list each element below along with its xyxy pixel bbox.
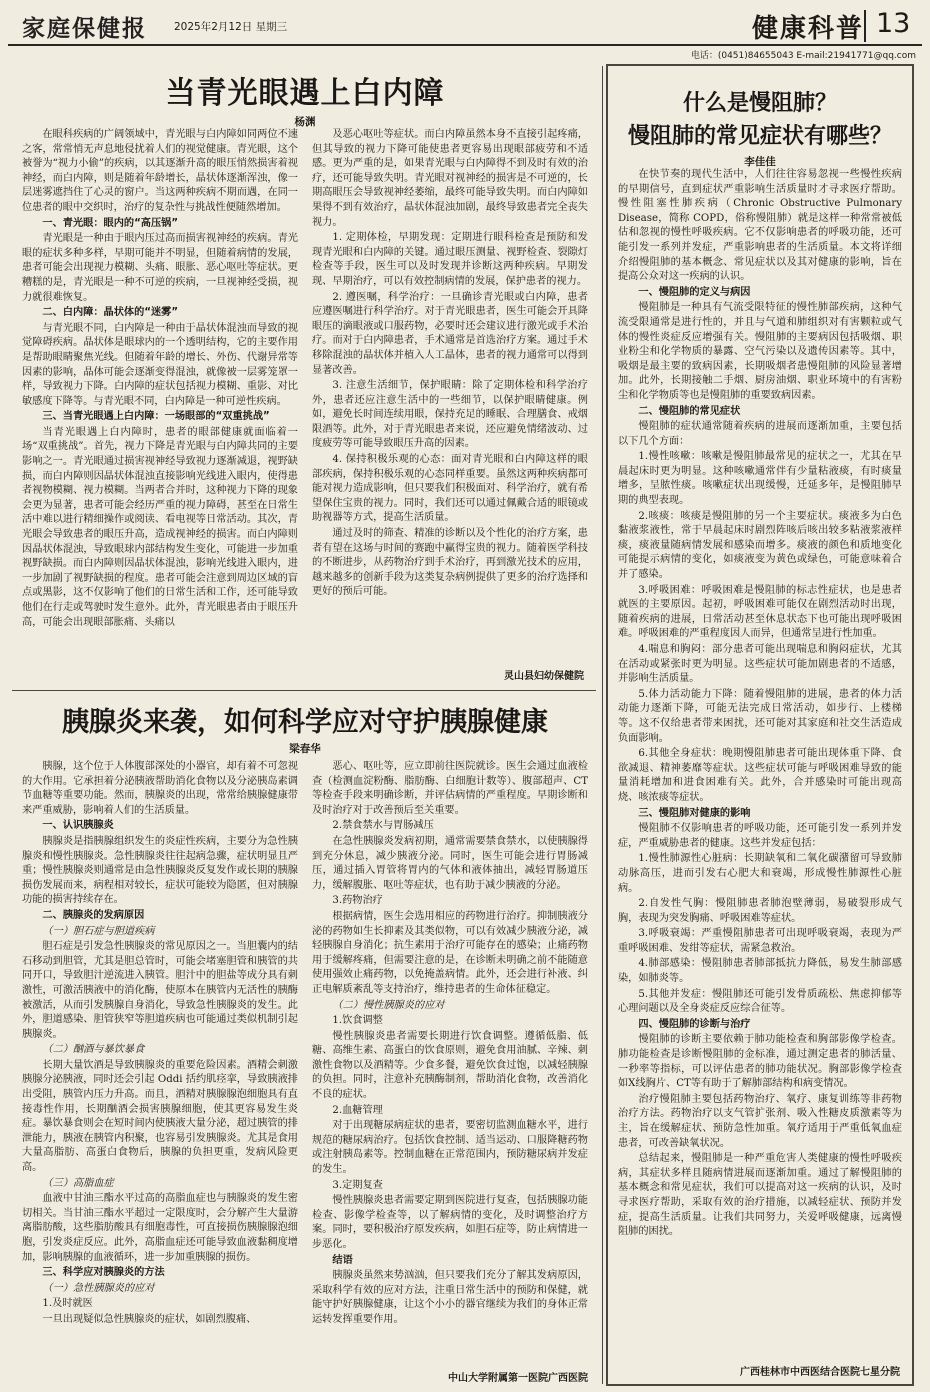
article-source: 中山大学附属第一医院广西医院 <box>448 1373 588 1384</box>
article-title: 胰腺炎来袭，如何科学应对守护胰腺健康 <box>62 707 548 738</box>
paragraph: 1.饮食调整 <box>332 1015 383 1027</box>
article-column <box>22 128 298 674</box>
article-title-line2: 慢阻肺的常见症状有哪些？ <box>627 123 892 149</box>
section-heading: 四、慢阻肺的诊断与治疗 <box>638 1018 751 1030</box>
paragraph: 2.自发性气胸：慢阻肺患者肺泡壁薄弱，易破裂形成气胸，表现为突发胸痛、呼吸困难等症状。 <box>618 898 902 924</box>
section-heading: （三）高脂血症 <box>42 1177 114 1189</box>
paragraph: 慢性胰腺炎患者需要定期到医院进行复查，包括胰腺功能检查、影像学检查等，以了解病情的变化，及时调整治疗方案。同时，要积极治疗原发疾病，如胆石症等，防止病情进一步恶化。 <box>312 1195 588 1250</box>
paragraph: 对于出现糖尿病症状的患者，要密切监测血糖水平，进行规范的糖尿病治疗。包括饮食控制、适当运动、口服降糖药物或注射胰岛素等。控制血糖在正常范围内，预防糖尿病并发症的发生。 <box>312 1120 588 1176</box>
section-heading: 三、慢阻肺对健康的影响 <box>638 807 751 819</box>
article-author: 杨渊 <box>294 116 316 128</box>
section-heading: （二）酗酒与暴饮暴食 <box>42 1044 145 1056</box>
paragraph: 根据病情，医生会选用相应的药物进行治疗。抑制胰液分泌的药物如生长抑素及其类似物，可以有效减少胰液分泌，减轻胰腺自身消化；抗生素用于治疗可能存在的感染；止痛药物用于缓解疼痛，但需要注意的是，在诊断未明确之前不能随意使用强效止痛药物，以免掩盖病情。此外，还会进行补液、纠正电解质紊乱等支持治疗，维持患者的生命体征稳定。 <box>312 910 588 995</box>
article-glaucoma <box>12 66 598 686</box>
paragraph: 慢阻肺不仅影响患者的呼吸功能，还可能引发一系列并发症，严重威胁患者的健康。这些并发症包括： <box>618 823 902 849</box>
paragraph: 4.喘息和胸闷：部分患者可能出现喘息和胸闷症状，尤其在活动或紧张时更为明显。这些症状可能加剧患者的不适感，并影响生活质量。 <box>618 644 902 685</box>
section-heading: 一、青光眼：眼内的“高压锅” <box>42 217 179 229</box>
paragraph: 与青光眼不同，白内障是一种由于晶状体混浊而导致的视觉障碍疾病。晶状体是眼球内的一个透明结构，它的主要作用是帮助眼睛聚焦光线。但随着年龄的增长、外伤、代谢异常等因素的影响，晶体可能会逐渐变得混浊，就像被一层雾笼罩一样，导致视力下降。白内障的症状包括视力模糊、重影、对比敏感度下降等。与青光眼不同，白内障是一种可逆性疾病。 <box>22 322 298 407</box>
paragraph: 长期大量饮酒是导致胰腺炎的重要危险因素。酒精会刺激胰腺分泌胰液，同时还会引起 Oddi 括约肌痉挛，导致胰液排出受阻，胰管内压力升高。而且，酒精对胰腺腺泡细胞具有直接毒性作用，长期酗酒会损害胰腺细胞，使其更容易发生炎症。暴饮暴食则会在短时间内使胰液大量分泌，超过胰管的排泄能力，胰液在胰管内积聚，也容易引发胰腺炎。尤其是食用大量高脂肪、高蛋白食物后，胰腺的负担更重，发病风险更高。 <box>22 1059 298 1174</box>
article-author: 梁春华 <box>289 743 321 755</box>
paragraph: 胰腺炎虽然来势汹汹，但只要我们充分了解其发病原因，采取科学有效的应对方法，注重日常生活中的预防和保健，就能守护好胰腺健康，让这个小小的器官继续为我们的身体正常运转发挥重要作用。 <box>312 1270 588 1325</box>
paragraph: 2.禁食禁水与胃肠减压 <box>332 820 434 832</box>
masthead-separator <box>864 10 866 42</box>
paragraph: 在快节奏的现代生活中，人们往往容易忽视一些慢性疾病的早期信号，直到症状严重影响生活质量时才寻求医疗帮助。慢性阻塞性肺疾病（Chronic Obstructive Pulmonary Disease，简称 COPD，俗称慢阻肺）就是这样一种常常被低估和忽视的慢性呼吸疾病。它不仅影响患者的呼吸功能，还可能引发一系列并发症，严重影响患者的生活质量。本文将详细介绍慢阻肺的基本概念、常见症状以及其对健康的影响，旨在提高公众对这一疾病的认识。 <box>618 169 902 283</box>
paragraph: 当青光眼遇上白内障时，患者的眼部健康就面临着一场“双重挑战”。首先，视力下降是青光眼与白内障共同的主要影响之一。青光眼通过损害视神经导致视力逐渐减退，视野缺损，而白内障则因晶状体混浊直接影响光线进入眼内，使得患者视物模糊、视力模糊。当两者合并时，这种视力下降的现象会更为显著，患者可能会经历严重的视力障碍，甚至在日常生活中难以进行精细操作或阅读、看电视等日常活动。其次，青光眼会导致患者的眼压升高，造成视神经的损害。而白内障则因晶状体混浊，导致眼球内部结构发生变化，可能进一步加重视野缺损。而白内障则因晶状体混浊，影响光线进入眼内，进一步加剧了视野缺损的程度。患者可能会注意到周边区域的盲点或黑影，这不仅影响了他们的日常生活和工作，还可能导致他们在行走或驾驶时发生意外。此外，青光眼患者由于眼压升高，可能会出现眼部胀痛、头痛以 <box>22 426 298 628</box>
masthead <box>8 6 922 46</box>
paragraph: 一旦出现疑似急性胰腺炎的症状，如剧烈腹痛、 <box>42 1313 257 1325</box>
paragraph: 在急性胰腺炎发病初期，通常需要禁食禁水，以使胰腺得到充分休息，减少胰液分泌。同时，医生可能会进行胃肠减压，通过插入胃管将胃内的气体和液体抽出，减轻胃肠道压力，缓解腹胀、呕吐等症状，也有助于减少胰液的分泌。 <box>312 835 588 891</box>
paragraph: 慢阻肺的诊断主要依赖于肺功能检查和胸部影像学检查。肺功能检查是诊断慢阻肺的金标准，通过测定患者的肺活量、一秒率等指标，可以评估患者的肺功能状况。胸部影像学检查如X线胸片、CT等有助于了解肺部结构和病变情况。 <box>618 1034 902 1090</box>
section-heading: （一）急性胰腺炎的应对 <box>42 1282 155 1294</box>
paragraph: 总结起来，慢阻肺是一种严重危害人类健康的慢性呼吸疾病，其症状多样且随病情进展而逐渐加重。通过了解慢阻肺的基本概念和常见症状，我们可以提高对这一疾病的认识，及时寻求医疗帮助，采取有效的治疗措施，以减轻症状、预防并发症，提高生活质量。让我们共同努力，关爱呼吸健康，远离慢阻肺的困扰。 <box>618 1153 902 1238</box>
paragraph: 5.体力活动能力下降：随着慢阻肺的进展，患者的体力活动能力逐渐下降，可能无法完成日常活动，如步行、上楼梯等。这不仅给患者带来困扰，还可能对其家庭和社交生活造成负面影响。 <box>618 688 902 744</box>
paragraph: 慢性胰腺炎患者需要长期进行饮食调整。遵循低脂、低糖、高维生素、高蛋白的饮食原则，避免食用油腻、辛辣、刺激性食物以及酒精等。少食多餐，避免饮食过饱，以减轻胰腺的负担。同时，注意补充胰酶制剂，帮助消化食物，改善消化不良的症状。 <box>312 1030 588 1101</box>
paragraph: 胰腺，这个位于人体腹部深处的小器官，却有着不可忽视的大作用。它承担着分泌胰液帮助消化食物以及分泌胰岛素调节血糖等重要功能。然而，胰腺炎的出现，常常给胰腺健康带来严重威胁，影响着人们的生活质量。 <box>22 761 298 816</box>
section-heading: 二、白内障：晶状体的“迷雾” <box>42 307 179 319</box>
paragraph: 血液中甘油三酯水平过高的高脂血症也与胰腺炎的发生密切相关。当甘油三酯水平超过一定限度时，会分解产生大量游离脂肪酸，这些脂肪酸具有细胞毒性，可直接损伤胰腺腺泡细胞，引发炎症反应。此外，高脂血症还可能导致血液黏稠度增加，影响胰腺的血液循环，进一步加重胰腺的损伤。 <box>22 1193 298 1263</box>
paragraph: 慢阻肺是一种具有气流受限特征的慢性肺部疾病，这种气流受限通常是进行性的，并且与气道和肺组织对有害颗粒或气体的慢性炎症反应增强有关。慢阻肺的主要病因包括吸烟、职业粉尘和化学物质的暴露、空气污染以及遗传因素等。其中，吸烟是最主要的致病因素，长期吸烟者患慢阻肺的风险显著增加。此外，长期接触二手烟、厨房油烟、职业环境中的有害粉尘和化学物质等也是慢阻肺的重要致病因素。 <box>618 302 902 401</box>
paragraph: 恶心、呕吐等，应立即前往医院就诊。医生会通过血液检查（检测血淀粉酶、脂肪酶、白细胞计数等）、腹部超声、CT 等检查手段来明确诊断，并评估病情的严重程度。早期诊断和及时治疗对于改善预后至关重要。 <box>312 761 588 816</box>
paragraph: 3. 注意生活细节，保护眼睛：除了定期体检和科学治疗外，患者还应注意生活中的一些细节，以保护眼睛健康。例如，避免长时间连续用眼，保持充足的睡眠、合理膳食、戒烟限酒等。此外，对于青光眼患者来说，还应避免情绪波动、过度疲劳等可能导致眼压升高的因素。 <box>312 380 588 450</box>
article-author: 李佳佳 <box>744 156 776 168</box>
section-name: 健康科普 <box>752 14 865 44</box>
paragraph: 1.慢性肺源性心脏病：长期缺氧和二氧化碳潴留可导致肺动脉高压，进而引发右心肥大和衰竭，形成慢性肺源性心脏病。 <box>618 853 902 894</box>
paragraph: 4. 保持积极乐观的心态：面对青光眼和白内障这样的眼部疾病，保持积极乐观的心态同样重要。虽然这两种疾病都可能对视力造成影响，但只要我们积极面对、科学治疗，就有希望保住宝贵的视力。同时，我们还可以通过佩戴合适的眼镜或助视器等方式，提高生活质量。 <box>312 454 588 524</box>
paragraph: 3.药物治疗 <box>332 895 383 907</box>
paper-name: 家庭保健报 <box>22 15 147 42</box>
contact-line: 电话：(0451)84655043 E-mail:21941771@qq.com <box>690 51 916 61</box>
article-title: 当青光眼遇上白内障 <box>165 76 445 111</box>
section-heading: 二、胰腺炎的发病原因 <box>42 909 145 921</box>
paragraph: 通过及时的筛查、精准的诊断以及个性化的治疗方案，患者有望在这场与时间的赛跑中赢得宝贵的视力。随着医学科技的不断进步，从药物治疗到手术治疗，再到激光技术的应用，越来越多的创新手段为这类复杂病例提供了更多的治疗选择和更好的预后可能。 <box>312 528 588 598</box>
issue-date: 2025年2月12日 星期三 <box>174 21 288 33</box>
section-heading: 二、慢阻肺的常见症状 <box>638 405 741 417</box>
paragraph: 1.慢性咳嗽：咳嗽是慢阻肺最常见的症状之一，尤其在早晨起床时更为明显。这种咳嗽通常伴有少量粘液痰，有时痰量增多，呈脓性痰。咳嗽症状出现缓慢，迁延多年，是慢阻肺早期的典型表现。 <box>618 451 902 507</box>
section-heading: 三、科学应对胰腺炎的方法 <box>42 1267 165 1279</box>
article-column <box>312 128 588 674</box>
section-heading: （一）胆石症与胆道疾病 <box>42 925 155 937</box>
article-source: 灵山县妇幼保健院 <box>504 671 584 682</box>
paragraph: 3.呼吸困难：呼吸困难是慢阻肺的标志性症状，也是患者就医的主要原因。起初，呼吸困难可能仅在剧烈活动时出现，随着疾病的进展，日常活动甚至休息状态下也可能出现呼吸困难。呼吸困难的严重程度因人而异，但通常呈进行性加重。 <box>618 584 902 640</box>
paragraph: 6.其他全身症状：晚期慢阻肺患者可能出现体重下降、食欲减退、精神萎靡等症状。这些症状可能与呼吸困难导致的能量消耗增加和进食困难有关。此外，合并感染时可能出现高烧、咳浓痰等症状。 <box>618 748 902 803</box>
article-source: 广西桂林市中西医结合医院七星分院 <box>740 1367 900 1378</box>
section-heading: 三、当青光眼遇上白内障：一场眼部的“双重挑战” <box>42 411 270 423</box>
page-number: 13 <box>876 8 911 39</box>
paragraph: 2.咳痰：咳痰是慢阻肺的另一个主要症状。痰液多为白色黏液浆液性，常于早晨起床时剧烈阵咳后咳出较多粘液浆液样痰，痰液量随病情发展和感染而增多。痰液的颜色和质地变化可能提示病情的变化，如痰液变为黄色或绿色，可能意味着合并了感染。 <box>618 510 902 581</box>
paragraph: 治疗慢阻肺主要包括药物治疗、氧疗、康复训练等非药物治疗方法。药物治疗以支气管扩张剂、吸入性糖皮质激素等为主，旨在缓解症状、预防急性加重。氧疗适用于严重低氧血症患者，可改善缺氧状况。 <box>618 1093 902 1149</box>
section-heading: 结语 <box>332 1254 353 1266</box>
paragraph: 在眼科疾病的广阔领域中，青光眼与白内障如同两位不速之客，常常悄无声息地侵扰着人们的视觉健康。青光眼，这个被誉为“视力小偷”的疾病，以其逐渐升高的眼压悄然损害着视神经，而白内障，则是随着年龄增长，晶状体逐渐浑浊，像一层迷雾遮挡住了心灵的窗户。当这两种疾病不期而遇，在同一位患者的眼中交织时，治疗的复杂性与挑战性便随然增加。 <box>22 129 298 213</box>
paragraph: 3.呼吸衰竭：严重慢阻肺患者可出现呼吸衰竭，表现为严重呼吸困难、发绀等症状，需紧急救治。 <box>618 928 902 954</box>
section-heading: 一、认识胰腺炎 <box>42 820 114 832</box>
paragraph: 2. 遵医嘱，科学治疗：一旦确诊青光眼或白内障，患者应遵医嘱进行科学治疗。对于青光眼患者，医生可能会开具降眼压的滴眼液或口服药物，必要时还会建议进行激光或手术治疗。而对于白内障患者，手术通常是首选治疗方案。通过手术移除混浊的晶状体并植入人工晶体，患者的视力通常可以得到显著改善。 <box>312 291 588 376</box>
paragraph: 及恶心呕吐等症状。而白内障虽然本身不直接引起疼痛，但其导致的视力下降可能使患者更容易出现眼部疲劳和不适感。更为严重的是，如果青光眼与白内障得不到及时有效的治疗，还可能导致失明。青光眼对视神经的损害是不可逆的，长期高眼压会导致视神经萎缩，最终可能导致失明。而白内障如果得不到有效治疗，晶状体混浊加剧，最终导致患者完全丧失视力。 <box>312 129 588 228</box>
paragraph: 胆石症是引发急性胰腺炎的常见原因之一。当胆囊内的结石移动到胆管，尤其是胆总管时，可能会堵塞胆管和胰管的共同开口，导致胆汁逆流进入胰管。胆汁中的胆盐等成分具有刺激性，可激活胰液中的消化酶，使原本在胰管内无活性的胰酶被激活，从而引发胰腺自身消化，导致急性胰腺炎的发生。此外，胆道感染、胆管狭窄等胆道疾病也可能通过类似机制引起胰腺炎。 <box>22 941 298 1040</box>
column-divider <box>602 66 603 1384</box>
article-divider <box>12 690 596 691</box>
article-title-line1: 什么是慢阻肺？ <box>682 90 837 116</box>
article-copd <box>606 64 914 1386</box>
section-heading: （二）慢性胰腺炎的应对 <box>332 999 445 1011</box>
paragraph: 3.定期复查 <box>332 1179 383 1191</box>
paragraph: 4.肺部感染：慢阻肺患者肺部抵抗力降低，易发生肺部感染，如肺炎等。 <box>618 958 902 985</box>
paragraph: 青光眼是一种由于眼内压过高而损害视神经的疾病。青光眼的症状多种多样，早期可能并不明显，但随着病情的发展，患者可能会出现视力模糊、头痛、眼胀、恶心呕吐等症状。更糟糕的是，青光眼是一种不可逆的疾病，一旦视神经受损，视力就很难恢复。 <box>22 233 298 303</box>
paragraph: 2.血糖管理 <box>332 1104 383 1116</box>
paragraph: 1. 定期体检，早期发现：定期进行眼科检查是预防和发现青光眼和白内障的关键。通过眼压测量、视野检查、裂隙灯检查等手段，医生可以及时发现并诊断这两种疾病。早期发现、早期治疗，可以有效控制病情的发展，保护患者的视力。 <box>312 232 588 287</box>
paragraph: 慢阻肺的症状通常随着疾病的进展而逐渐加重，主要包括以下几个方面： <box>618 421 902 447</box>
paragraph: 5.其他并发症：慢阻肺还可能引发骨质疏松、焦虑抑郁等心理问题以及全身炎症反应综合征等。 <box>618 988 902 1015</box>
article-column <box>22 760 298 1370</box>
article-pancreatitis <box>12 694 598 1384</box>
section-heading: 一、慢阻肺的定义与病因 <box>638 286 751 298</box>
article-column <box>312 760 588 1370</box>
paragraph: 胰腺炎是指胰腺组织发生的炎症性疾病，主要分为急性胰腺炎和慢性胰腺炎。急性胰腺炎往往起病急骤，症状明显且严重；慢性胰腺炎则通常是由急性胰腺炎反复发作或长期的胰腺损伤发展而来，病程相对较长，症状可能较为隐匿，但对胰腺功能的损害持续存在。 <box>22 835 298 906</box>
paragraph: 1.及时就医 <box>42 1298 93 1310</box>
article-column <box>618 168 902 1356</box>
